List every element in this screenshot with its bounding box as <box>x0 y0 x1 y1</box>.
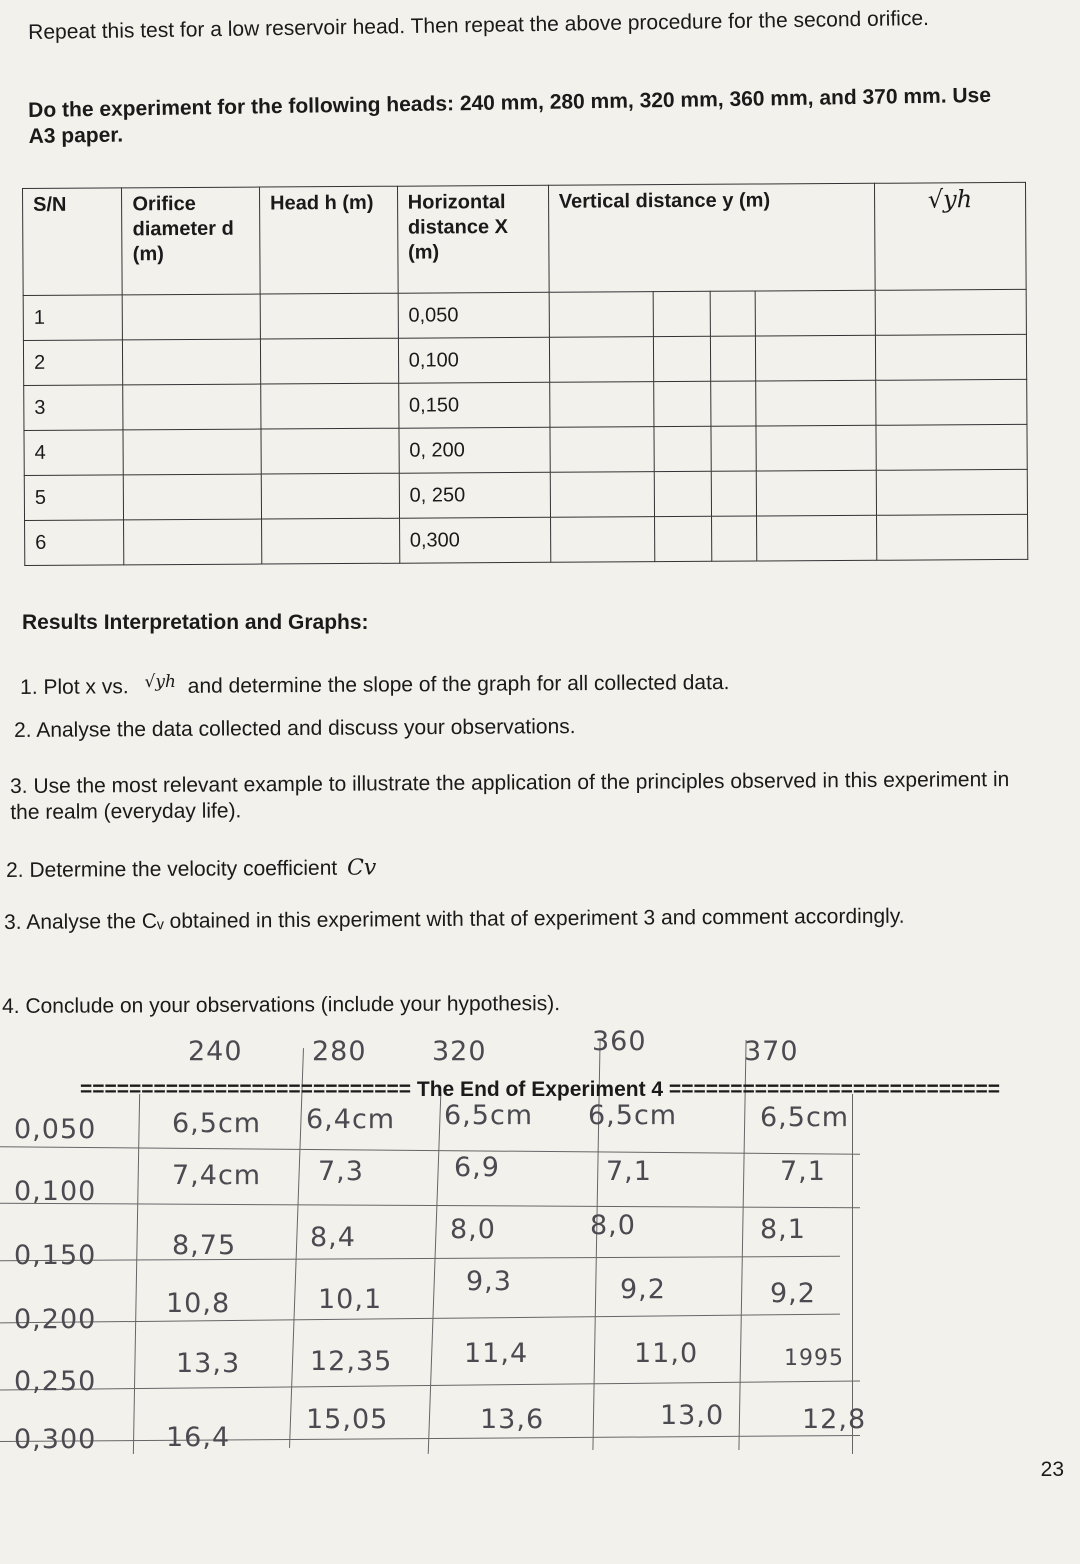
table-row <box>24 469 1027 520</box>
header-sqrt-yh: √yh <box>874 182 1026 290</box>
hand-cell: 11,0 <box>634 1338 699 1369</box>
results-item-conclude: 4. Conclude on your observations (include your hypothesis). <box>2 992 561 1018</box>
hand-cell: 12,35 <box>310 1346 393 1377</box>
results-item-compare: 3. Analyse the Cᵥ obtained in this experiment with that of experiment 3 and comment accordingly. <box>4 904 905 934</box>
row-sn: 1 <box>23 295 123 341</box>
heads-instruction: Do the experiment for the following heads: 240 mm, 280 mm, 320 mm, 360 mm, and 370 mm. Use A3 paper. <box>28 83 992 148</box>
page-number: 23 <box>1040 1458 1064 1481</box>
hand-x-value: 0,250 <box>14 1366 97 1397</box>
hand-x-value: 0,200 <box>14 1304 97 1335</box>
hand-cell: 15,05 <box>306 1404 389 1435</box>
hand-row-line <box>0 1435 860 1442</box>
header-horizontal-distance: Horizontal distance X (m) <box>397 185 549 293</box>
header-sn: S/N <box>23 188 123 296</box>
hand-cell: 10,1 <box>318 1284 383 1315</box>
hand-cell: 8,75 <box>172 1230 237 1261</box>
hand-cell: 13,0 <box>660 1400 725 1431</box>
results-item-plot <box>20 663 1020 701</box>
hand-col-line <box>289 1048 304 1448</box>
results-item-analyse: 2. Analyse the data collected and discuss your observations. <box>14 715 576 742</box>
velocity-prefix: 2. Determine the velocity coefficient <box>6 856 338 882</box>
hand-cell: 7,1 <box>780 1156 826 1187</box>
results-heading: Results Interpretation and Graphs: <box>22 611 369 634</box>
hand-x-value: 0,300 <box>14 1424 97 1455</box>
end-of-experiment-marker: =========================== The End of Experiment 4 =========================== <box>79 1078 1001 1101</box>
sqrt-yh-symbol: √yh <box>144 671 176 693</box>
hand-cell: 13,3 <box>176 1348 241 1379</box>
hand-cell: 6,5cm <box>444 1100 534 1131</box>
hand-head-370: 370 <box>744 1036 799 1067</box>
row-sn: 2 <box>23 340 123 386</box>
header-orifice-diameter: Orifice diameter d (m) <box>122 187 260 295</box>
row-sn: 3 <box>24 385 124 431</box>
plot-prefix: 1. Plot x vs. <box>20 675 129 699</box>
hand-cell: 11,4 <box>464 1338 529 1369</box>
table-row <box>24 379 1027 430</box>
hand-cell: 6,5cm <box>760 1102 850 1133</box>
results-item-example: 3. Use the most relevant example to illustrate the application of the principles observed in this experiment in the realm (everyday life). <box>10 768 1010 824</box>
hand-cell: 9,3 <box>466 1266 512 1297</box>
table-header-row <box>23 182 1027 295</box>
results-item-velocity <box>6 851 1006 884</box>
cv-symbol: Cv <box>346 855 377 881</box>
hand-cell: 7,3 <box>318 1156 364 1187</box>
hand-x-value: 0,150 <box>14 1240 97 1271</box>
hand-cell: 6,5cm <box>172 1108 262 1139</box>
hand-cell: 9,2 <box>770 1278 816 1309</box>
table-row <box>24 424 1027 475</box>
table-row <box>23 289 1026 340</box>
row-x: 0,150 <box>398 382 549 428</box>
table-row <box>23 334 1026 385</box>
hand-cell: 8,1 <box>760 1214 806 1245</box>
header-vertical-distance: Vertical distance y (m) <box>548 183 875 292</box>
hand-cell: 8,4 <box>310 1222 356 1253</box>
row-x: 0, 200 <box>399 427 550 473</box>
hand-cell: 9,2 <box>620 1274 666 1305</box>
hand-cell: 1995 <box>784 1346 844 1371</box>
row-x: 0,050 <box>398 292 549 338</box>
intro-paragraph: Repeat this test for a low reservoir head. Then repeat the above procedure for the second orifice. <box>28 6 930 44</box>
header-head: Head h (m) <box>260 186 398 294</box>
hand-cell: 13,6 <box>480 1404 545 1435</box>
table-row <box>25 514 1028 565</box>
hand-col-line <box>852 1094 853 1454</box>
results-table <box>22 182 1028 566</box>
row-sn: 6 <box>25 520 125 566</box>
hand-head-240: 240 <box>188 1036 243 1067</box>
row-x: 0,100 <box>398 337 549 383</box>
hand-head-360: 360 <box>592 1026 647 1057</box>
hand-row-line <box>0 1256 840 1261</box>
hand-row-line <box>0 1146 860 1155</box>
hand-col-line <box>428 1094 442 1454</box>
hand-cell: 16,4 <box>166 1422 231 1453</box>
hand-cell: 7,4cm <box>172 1160 262 1191</box>
row-x: 0, 250 <box>399 472 550 518</box>
hand-x-value: 0,100 <box>14 1176 97 1207</box>
hand-cell: 8,0 <box>450 1214 496 1245</box>
row-sn: 4 <box>24 430 124 476</box>
row-sn: 5 <box>24 475 124 521</box>
hand-cell: 10,8 <box>166 1288 231 1319</box>
hand-cell: 7,1 <box>606 1156 652 1187</box>
hand-head-320: 320 <box>432 1036 487 1067</box>
hand-cell: 6,9 <box>454 1152 500 1183</box>
hand-x-value: 0,050 <box>14 1114 97 1145</box>
hand-cell: 6,5cm <box>588 1100 678 1131</box>
hand-cell: 8,0 <box>590 1210 636 1241</box>
hand-head-280: 280 <box>312 1036 367 1067</box>
hand-cell: 12,8 <box>802 1404 867 1435</box>
plot-suffix: and determine the slope of the graph for all collected data. <box>187 671 730 698</box>
hand-cell: 6,4cm <box>306 1104 396 1135</box>
hand-row-line <box>0 1314 840 1324</box>
hand-row-line <box>0 1203 860 1209</box>
row-x: 0,300 <box>399 517 550 563</box>
